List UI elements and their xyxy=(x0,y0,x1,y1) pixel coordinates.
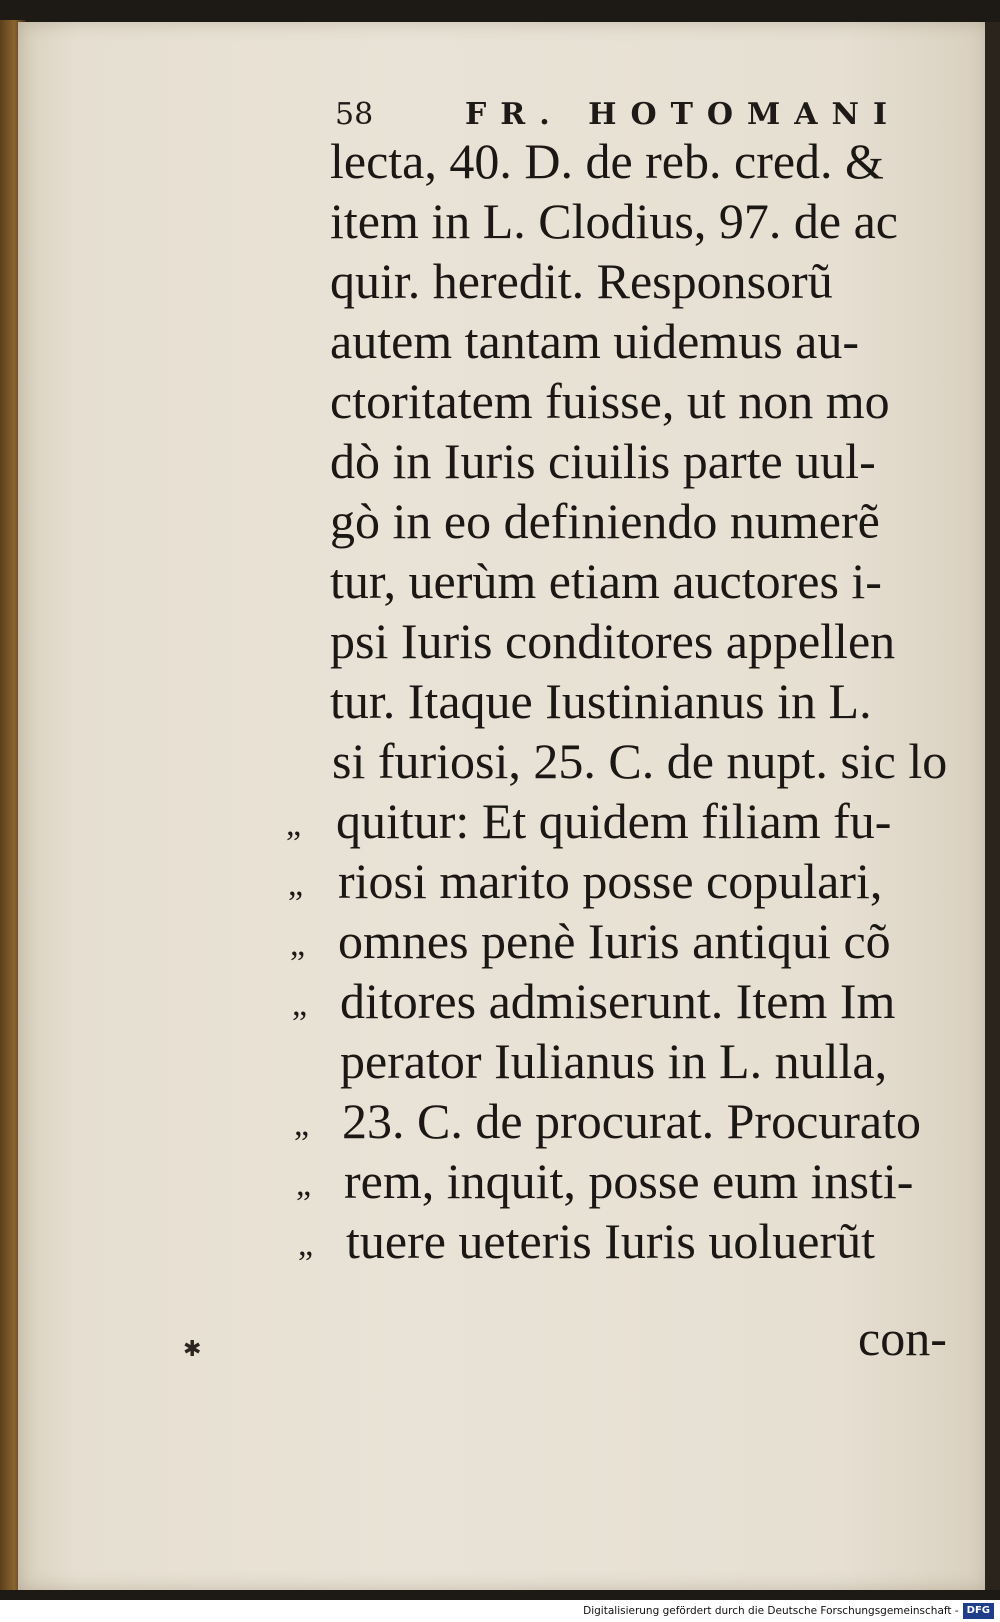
page-number: 58 xyxy=(335,97,374,132)
catchword: con- xyxy=(858,1310,947,1366)
text-line: psi Iuris conditores appellen xyxy=(330,613,896,669)
text-line: perator Iulianus in L. nulla, xyxy=(340,1033,888,1089)
text-line: riosi marito posse copulari, xyxy=(338,853,883,909)
footer-credit: Digitalisierung gefördert durch die Deutsche Forschungsgemeinschaft - xyxy=(583,1605,959,1617)
marginal-quote-mark: „ xyxy=(294,1106,310,1143)
text-line: si furiosi, 25. C. de nupt. sic lo xyxy=(332,733,948,789)
digitization-footer xyxy=(583,1602,994,1620)
marginal-quote-mark: „ xyxy=(290,926,306,963)
text-line: tur. Itaque Iustinianus in L. xyxy=(330,673,872,729)
text-line: lecta, 40. D. de reb. cred. & xyxy=(330,133,884,189)
text-line: item in L. Clodius, 97. de ac xyxy=(330,193,898,249)
text-line: gò in eo definiendo numerẽ xyxy=(330,493,880,549)
marginal-quote-mark: „ xyxy=(286,806,302,843)
text-line: ditores admiserunt. Item Im xyxy=(340,973,896,1029)
text-line: quir. heredit. Responsorũ xyxy=(330,253,833,309)
marginal-quote-mark: „ xyxy=(292,986,308,1023)
dfg-logo-icon: DFG xyxy=(963,1603,994,1619)
marginal-quote-mark: „ xyxy=(288,866,304,903)
marginal-quote-mark: „ xyxy=(298,1226,314,1263)
text-line: dò in Iuris ciuilis parte uul- xyxy=(330,433,876,489)
text-line: autem tantam uidemus au- xyxy=(330,313,860,369)
text-line: omnes penè Iuris antiqui cõ xyxy=(338,913,891,969)
running-head: FR. HOTOMANI xyxy=(465,97,901,132)
text-line: tuere ueteris Iuris uoluerũt xyxy=(346,1213,875,1269)
text-line: rem, inquit, posse eum insti- xyxy=(344,1153,914,1209)
ornament-icon: ✱ xyxy=(183,1337,202,1362)
marginal-quote-mark: „ xyxy=(296,1166,312,1203)
text-line: quitur: Et quidem filiam fu- xyxy=(336,793,892,849)
text-line: tur, uerùm etiam auctores i- xyxy=(330,553,882,609)
text-line: ctoritatem fuisse, ut non mo xyxy=(330,373,890,429)
text-line: 23. C. de procurat. Procurato xyxy=(342,1093,922,1149)
